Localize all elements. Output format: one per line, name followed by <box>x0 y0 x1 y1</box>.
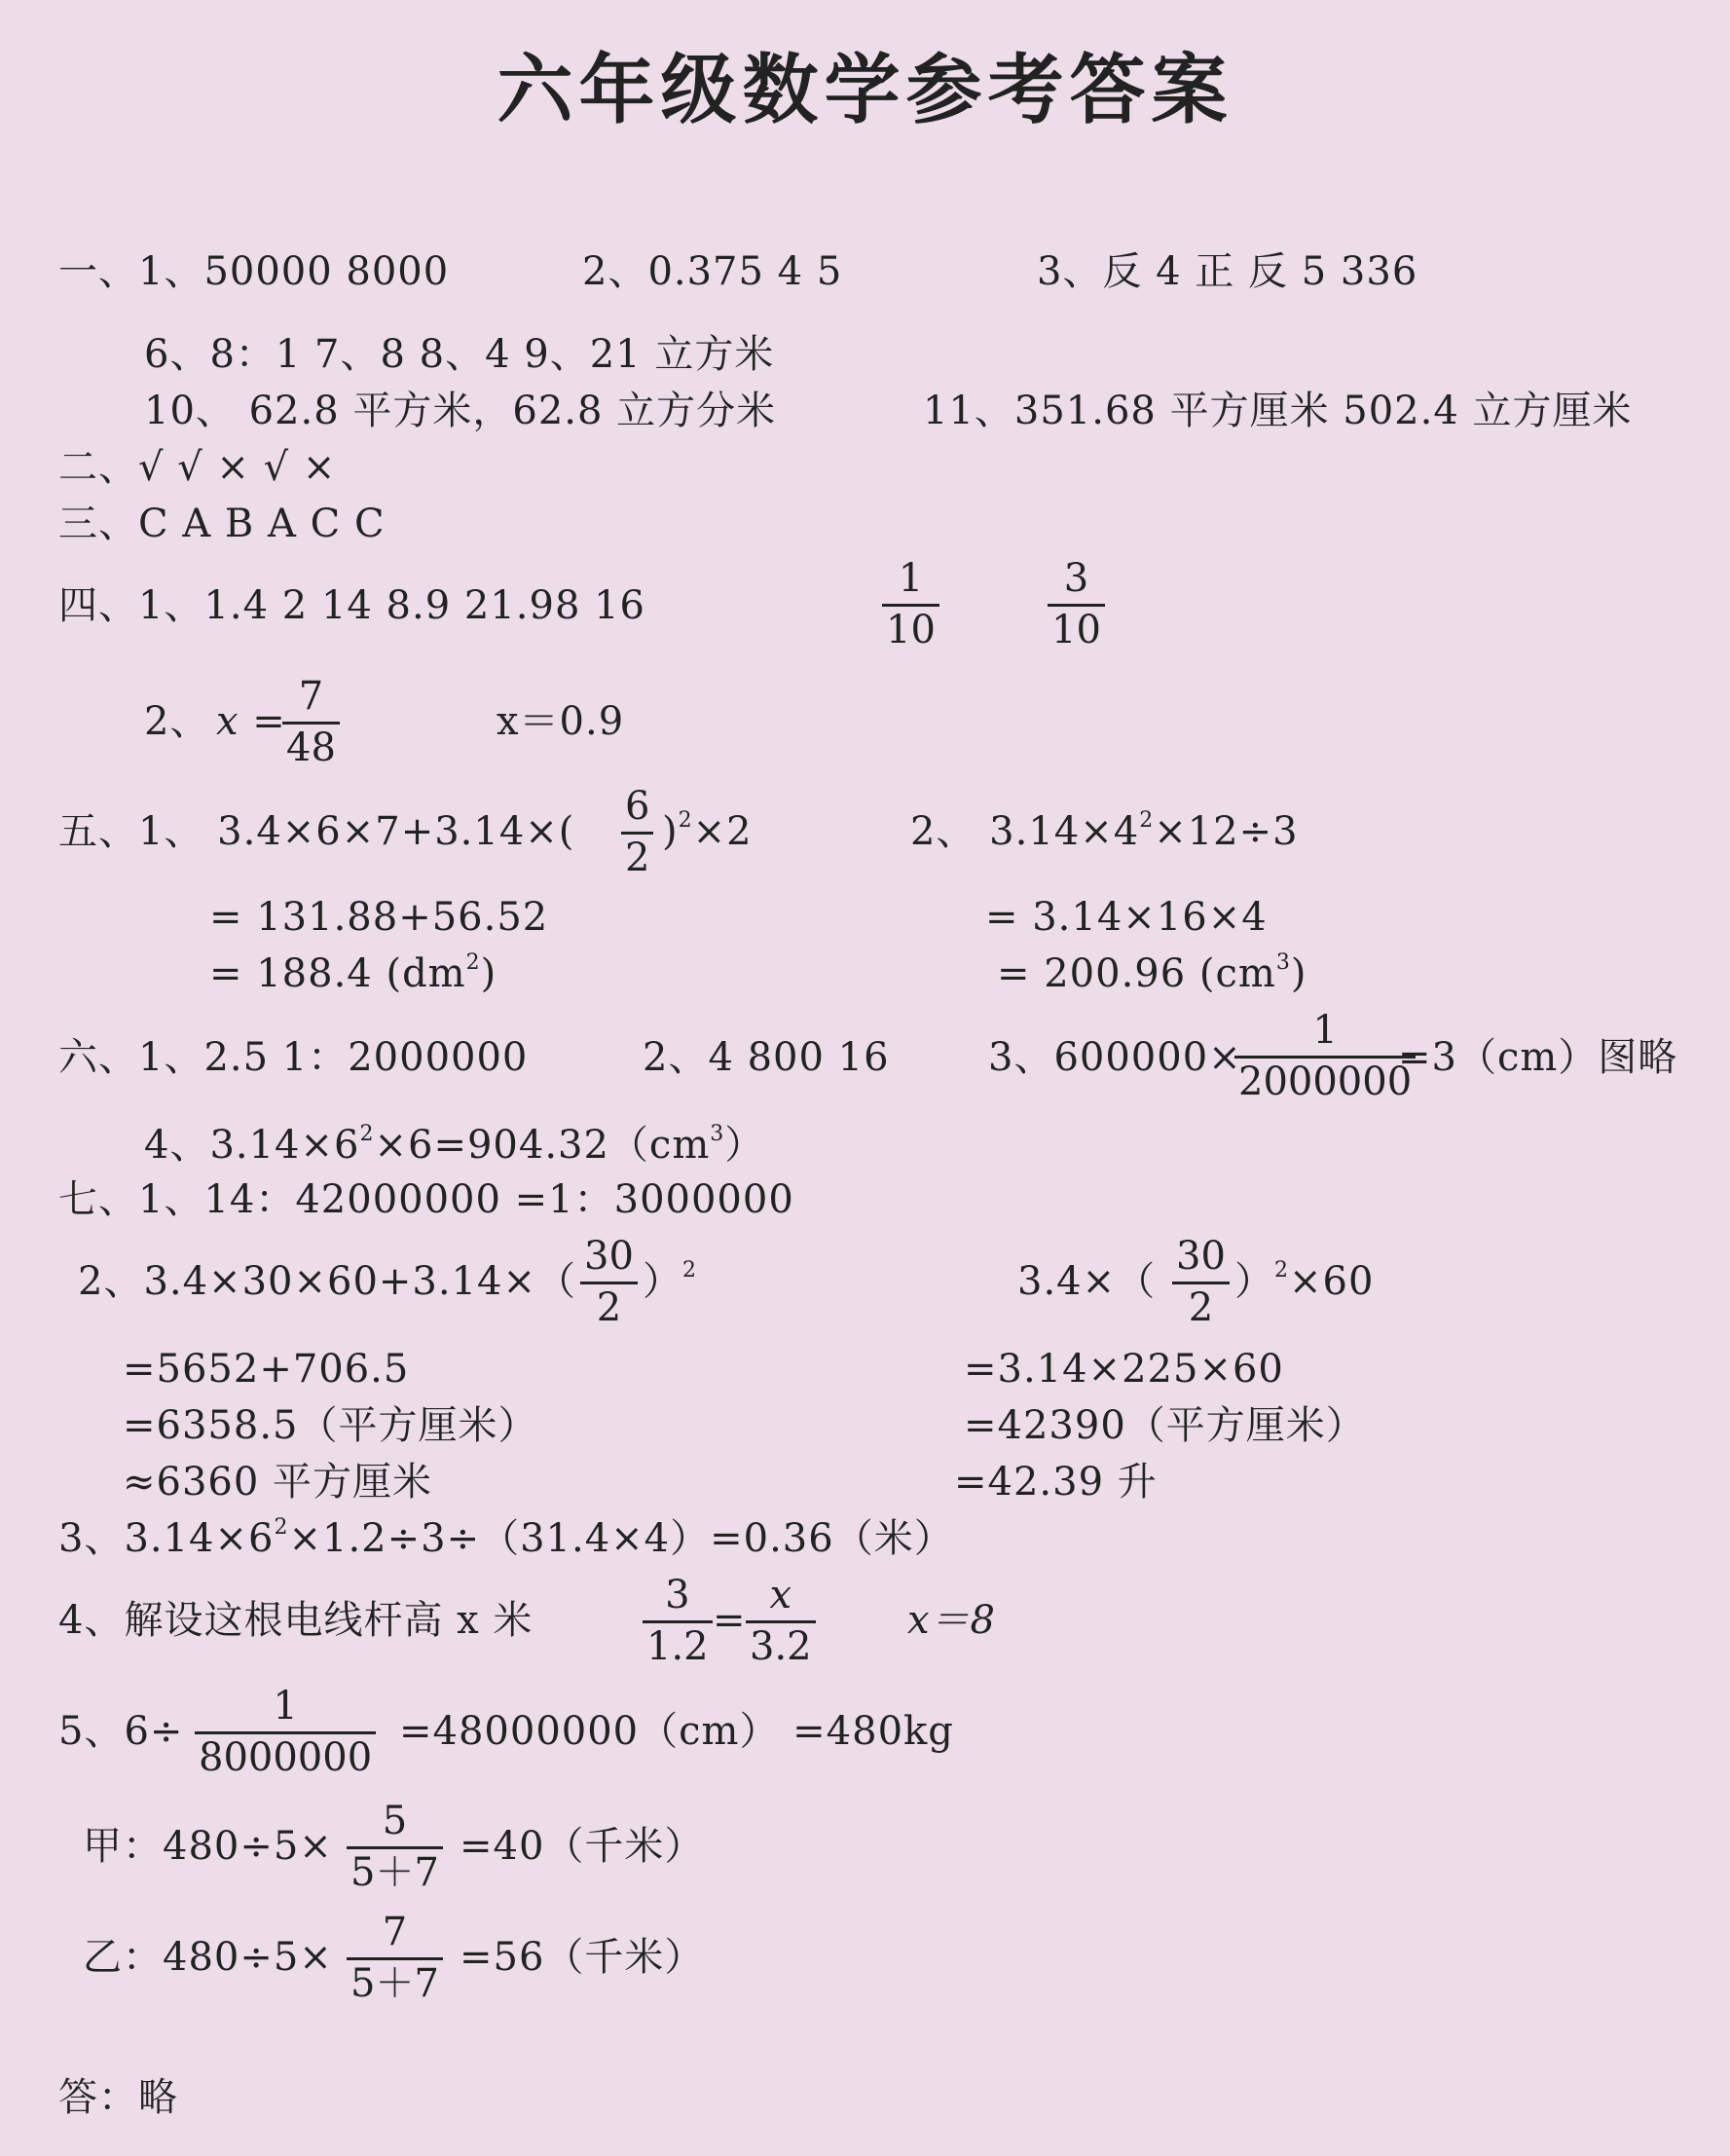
fraction-numerator: 1 <box>1312 1008 1338 1053</box>
fraction-bar <box>1172 1282 1230 1284</box>
s7-q2-tail-left: ）$^2$ <box>643 1258 697 1304</box>
s7-a2: =6358.5（平方厘米） <box>123 1403 538 1448</box>
s7-fraction-3 <box>643 1574 713 1668</box>
s4-line1: 四、1、1.4 2 14 8.9 21.98 16 <box>58 583 646 628</box>
s7-b2: =42390（平方厘米） <box>964 1403 1366 1448</box>
s6-fraction-1 <box>1234 1009 1416 1103</box>
fraction-bar <box>882 604 939 607</box>
fraction-numerator: x <box>769 1573 792 1617</box>
s6-line1a: 六、1、2.5 1：2000000 <box>58 1035 529 1080</box>
fraction-numerator: 1 <box>898 556 924 601</box>
fraction-bar <box>282 722 340 725</box>
fraction-bar <box>347 1846 443 1849</box>
final-answer: 答：略 <box>58 2075 178 2120</box>
s5-q1-step2: = 188.4 $(dm^2)$ <box>209 950 497 996</box>
fraction-denominator: 10 <box>1051 608 1101 652</box>
s1-line3a: 10、 62.8 平方米，62.8 立方分米 <box>144 389 777 433</box>
page-title: 六年级数学参考答案 <box>497 47 1233 134</box>
s1-line1c: 3、反 4 正 反 5 336 <box>1037 249 1418 294</box>
s3-line: 三、C A B A C C <box>58 502 386 546</box>
fraction-denominator: 48 <box>286 725 336 770</box>
s7-q2-head-right: 3.4×（ <box>1017 1259 1157 1304</box>
s7-q3: 3、$3.14\times 6^2\times 1.2\div 3\div(31.4\times 4)=0.36$（米） <box>58 1515 954 1561</box>
s4-line2-x <box>216 698 286 745</box>
fraction-denominator: 2 <box>1188 1285 1214 1330</box>
fraction-denominator: 2 <box>596 1285 622 1330</box>
s7-q2-head-left: 2、3.4×30×60+3.14×（ <box>78 1259 576 1304</box>
s5-q1-head: 五、1、 3.4×6×7+3.14×( <box>58 809 575 854</box>
s4-line2-b: x＝0.9 <box>497 699 625 744</box>
fraction-denominator: 5＋7 <box>350 1961 439 2006</box>
s7-q4-text: 4、解设这根电线杆高 x 米 <box>58 1598 534 1643</box>
s1-line2: 6、8：1 7、8 8、4 9、21 立方米 <box>144 332 775 377</box>
s5-q2-step2: = 200.96 $(cm^3)$ <box>997 950 1307 996</box>
fraction-denominator: 5＋7 <box>350 1850 439 1895</box>
fraction-numerator: 7 <box>298 674 324 719</box>
fraction-denominator: 3.2 <box>750 1624 812 1669</box>
s5-q2-head: 2、 $3.14\times 4^2\times 12\div 3$ <box>910 808 1299 854</box>
s7-b3: =42.39 升 <box>954 1460 1158 1505</box>
s4-line2-label: 2、 <box>144 699 210 744</box>
s1-line3b: 11、351.68 平方厘米 502.4 立方厘米 <box>923 389 1633 433</box>
s2-line: 二、√ √ × √ × <box>58 445 337 490</box>
s7-jia-tail: =40（千米） <box>460 1824 705 1869</box>
s6-line2: 4、$3.14\times 6^2\times 6=904.32(cm^3)$ <box>144 1122 765 1168</box>
s7-yi: 乙：480÷5× <box>83 1935 333 1980</box>
s7-yi-tail: =56（千米） <box>460 1935 705 1980</box>
s6-line1d: =3（cm）图略 <box>1398 1035 1678 1080</box>
s7-fraction-7 <box>347 1911 443 2005</box>
s4-fraction-2 <box>1048 557 1105 651</box>
fraction-denominator: 10 <box>886 608 936 652</box>
s5-q1-tail: )$^2$×2 <box>662 808 753 854</box>
s4-fraction-3 <box>282 675 340 769</box>
fraction-bar <box>347 1957 443 1960</box>
fraction-numerator: 30 <box>584 1234 634 1279</box>
s6-line1c: 3、600000× <box>988 1035 1242 1080</box>
s7-fraction-4 <box>746 1574 816 1668</box>
fraction-bar <box>643 1620 713 1623</box>
equation-lhs: x = <box>216 699 286 744</box>
fraction-numerator: 7 <box>382 1910 408 1954</box>
s5-q1-step1: = 131.88+56.52 <box>209 895 549 940</box>
fraction-denominator: 8000000 <box>199 1735 373 1780</box>
s7-q2-tail-right: ）$^2$×60 <box>1234 1258 1375 1304</box>
s7-q5-tail: =48000000（cm） =480kg <box>399 1709 954 1754</box>
s7-fraction-2 <box>1172 1235 1230 1329</box>
fraction-denominator: 1.2 <box>646 1624 709 1669</box>
s1-line1b: 2、0.375 4 5 <box>582 249 843 294</box>
s7-q4-equals: = <box>713 1598 747 1643</box>
s1-line1a: 一、1、50000 8000 <box>58 249 450 294</box>
s7-b1: =3.14×225×60 <box>964 1347 1284 1392</box>
s5-fraction-1 <box>621 785 653 879</box>
fraction-numerator: 30 <box>1176 1234 1226 1279</box>
fraction-denominator: 2000000 <box>1238 1059 1413 1104</box>
fraction-numerator: 6 <box>625 784 650 829</box>
fraction-denominator: 2 <box>625 836 650 880</box>
s4-fraction-1 <box>882 557 939 651</box>
s6-line1b: 2、4 800 16 <box>643 1035 890 1080</box>
fraction-numerator: 3 <box>665 1573 690 1617</box>
s7-q5-head: 5、6÷ <box>58 1709 184 1754</box>
fraction-numerator: 5 <box>382 1799 408 1843</box>
s7-fraction-5 <box>195 1685 376 1779</box>
fraction-numerator: 1 <box>273 1684 298 1729</box>
s7-q4-result: x＝8 <box>907 1598 997 1643</box>
s7-fraction-1 <box>580 1235 638 1329</box>
fraction-bar <box>580 1282 638 1284</box>
fraction-bar <box>1048 604 1105 607</box>
s7-line1: 七、1、14：42000000 =1：3000000 <box>58 1177 794 1222</box>
fraction-bar <box>195 1731 376 1734</box>
s7-fraction-6 <box>347 1800 443 1894</box>
fraction-numerator: 3 <box>1063 556 1089 601</box>
s5-q2-step1: = 3.14×16×4 <box>985 895 1268 940</box>
s7-a1: =5652+706.5 <box>123 1347 410 1392</box>
fraction-bar <box>621 832 653 835</box>
fraction-bar <box>1234 1056 1416 1059</box>
s7-a3: ≈6360 平方厘米 <box>123 1460 433 1505</box>
fraction-bar <box>746 1620 816 1623</box>
s7-jia: 甲：480÷5× <box>83 1824 333 1869</box>
